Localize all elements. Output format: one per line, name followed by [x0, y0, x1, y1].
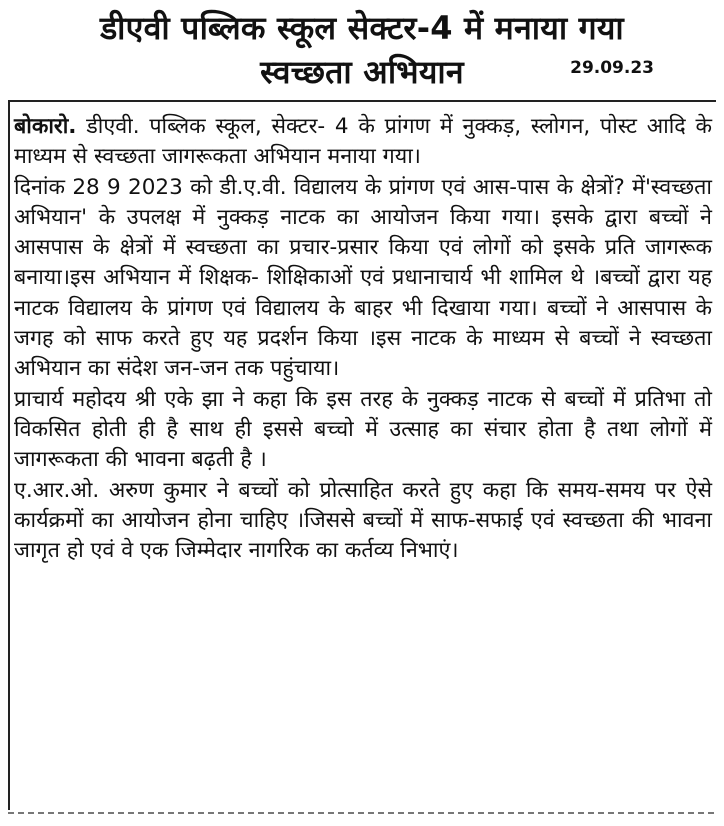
paragraph-4: ए.आर.ओ. अरुण कुमार ने बच्चों को प्रोत्साहित करते हुए कहा कि समय-समय पर ऐसे कार्यक्रमों का आयोजन होना चाहिए ।जिससे बच्चों में साफ-सफाई एवं स्वच्छता की भावना जागृत हो एवं वे एक जिम्मेदार नागरिक का कर्तव्य निभाएं।: [14, 477, 712, 564]
paragraph-2: दिनांक 28 9 2023 को डी.ए.वी. विद्यालय के प्रांगण एवं आस-पास के क्षेत्रों? में'स्वच्छता अभियान' के उपलक्ष में नुक्कड़ नाटक का आयोजन किया गया। इसके द्वारा बच्चों ने आसपास के क्षेत्रों में स्वच्छता का प्रचार-प्रसार किया एवं लोगों को इसके प्रति जागरूक बनाया।इस अभियान में शिक्षक- शिक्षिकाओं एवं प्रधानाचार्य भी शामिल थे ।बच्चों द्वारा यह नाटक विद्यालय के प्रांगण एवं विद्यालय के बाहर भी दिखाया गया। बच्चों ने आसपास के जगह को साफ करते हुए यह प्रदर्शन किया ।इस नाटक के माध्यम से बच्चों ने स्वच्छता अभियान का संदेश जन-जन तक पहुंचाया।: [14, 174, 712, 382]
paragraph-1: [14, 112, 712, 173]
headline-line-1: डीएवी पब्लिक स्कूल सेक्टर-4 में मनाया गया: [100, 9, 624, 47]
headline-line-2: स्वच्छता अभियान: [260, 53, 464, 91]
publication-date: 29.09.23: [570, 58, 654, 78]
dateline: बोकारो.: [14, 114, 77, 139]
paragraph-3: प्राचार्य महोदय श्री एके झा ने कहा कि इस तरह के नुक्कड़ नाटक से बच्चों में प्रतिभा तो विकसित होती ही है साथ ही इससे बच्चो में उत्साह का संचार होता है तथा लोगों में जागरूकता की भावना बढ़ती है ।: [14, 386, 712, 473]
bottom-divider: [8, 812, 716, 814]
headline: [0, 6, 724, 94]
article-body: [14, 112, 712, 566]
paragraph-1-text: डीएवी. पब्लिक स्कूल, सेक्टर- 4 के प्रांगण में नुक्कड़, स्लोगन, पोस्ट आदि के माध्यम से स्वच्छता जागरूकता अभियान मनाया गया।: [14, 114, 712, 170]
